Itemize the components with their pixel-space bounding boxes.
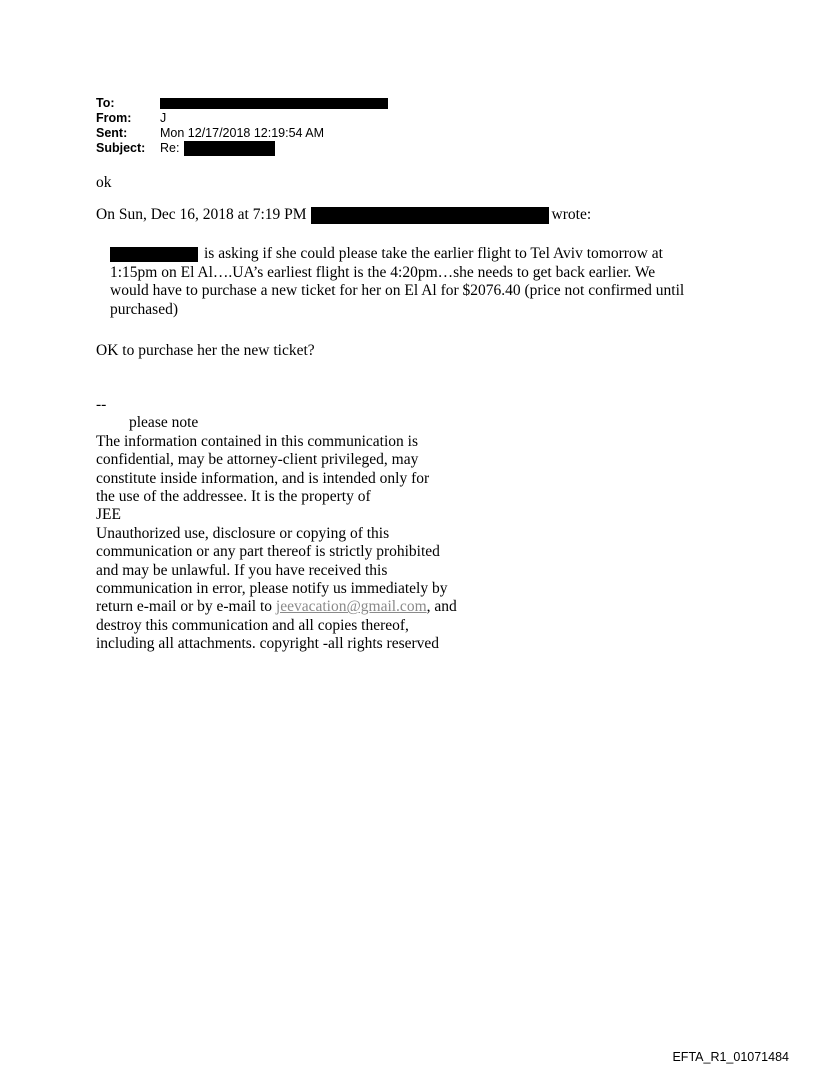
email-line-prefix: return e-mail or by e-mail to: [96, 598, 276, 616]
disclaimer-line: communication or any part thereof is strictly prohibited: [96, 543, 440, 561]
disclaimer-line: JEE: [96, 506, 121, 524]
disclaimer-line: Unauthorized use, disclosure or copying of this: [96, 524, 390, 542]
to-value: [160, 98, 388, 109]
question-text: OK to purchase her the new ticket?: [96, 342, 315, 359]
disclaimer-line: destroy this communication and all copies thereof,: [96, 616, 409, 634]
signature-note: please note: [129, 414, 199, 432]
redaction-bar: [110, 247, 198, 262]
subject-prefix: Re:: [160, 141, 180, 155]
subject-value: [160, 141, 275, 156]
reply-text: ok: [96, 174, 112, 191]
email-line-suffix: , and: [426, 598, 457, 616]
document-id: EFTA_R1_01071484: [672, 1050, 789, 1064]
sent-row: [96, 126, 388, 141]
attribution-prefix: On Sun, Dec 16, 2018 at 7:19 PM: [96, 206, 307, 223]
quoted-line: [110, 245, 720, 264]
quoted-line-text: is asking if she could please take the earlier flight to Tel Aviv tomorrow at: [204, 245, 663, 262]
disclaimer-line: constitute inside information, and is intended only for: [96, 469, 430, 487]
quoted-attribution: [96, 206, 591, 225]
to-label: To:: [96, 96, 115, 110]
redaction-bar: [184, 141, 275, 156]
quoted-line: 1:15pm on El Al….UA’s earliest flight is the 4:20pm…she needs to get back earlier. We: [110, 263, 656, 281]
signature-separator: --: [96, 396, 107, 413]
from-label: From:: [96, 111, 132, 125]
disclaimer-line: The information contained in this communication is: [96, 432, 418, 450]
quoted-line: would have to purchase a new ticket for her on El Al for $2076.40 (price not confirmed until: [110, 282, 685, 300]
to-row: [96, 96, 388, 111]
disclaimer-line: communication in error, please notify us immediately by: [96, 579, 448, 597]
disclaimer-line: confidential, may be attorney-client privileged, may: [96, 451, 419, 469]
sent-label: Sent:: [96, 126, 128, 140]
quoted-line: purchased): [110, 300, 178, 318]
disclaimer-email-line: [96, 598, 457, 616]
from-value: J: [160, 111, 167, 125]
subject-row: [96, 141, 388, 156]
signature-block: [96, 396, 457, 653]
disclaimer-line: the use of the addressee. It is the property of: [96, 487, 371, 505]
sent-value: Mon 12/17/2018 12:19:54 AM: [160, 126, 325, 140]
disclaimer-line: including all attachments. copyright -all rights reserved: [96, 635, 440, 653]
redaction-bar: [311, 207, 549, 224]
attribution-suffix: wrote:: [551, 206, 592, 223]
from-row: [96, 111, 388, 126]
quoted-message: [110, 245, 720, 319]
email-link[interactable]: jeevacation@gmail.com: [275, 598, 427, 616]
subject-label: Subject:: [96, 141, 146, 155]
email-header: [96, 96, 388, 156]
redaction-bar: [160, 98, 388, 109]
disclaimer-line: and may be unlawful. If you have received this: [96, 561, 388, 579]
